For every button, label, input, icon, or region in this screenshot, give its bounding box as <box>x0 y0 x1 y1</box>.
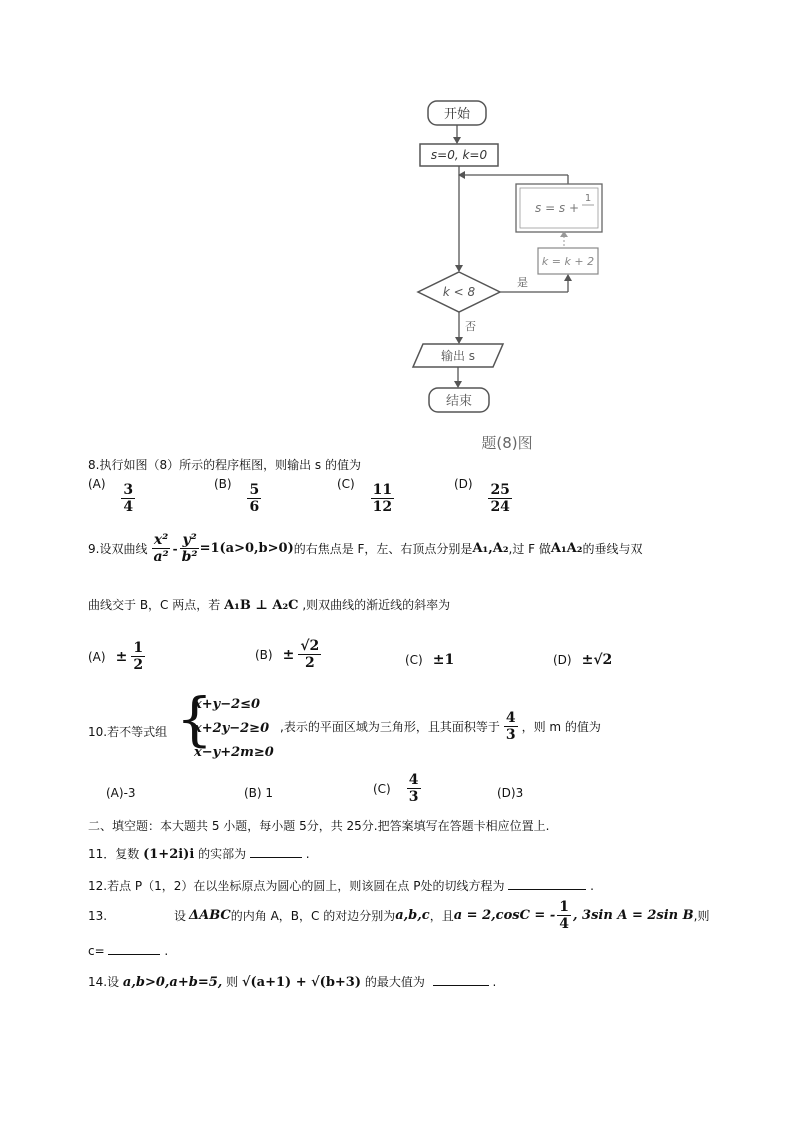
text-q13-suffix: ,则 <box>693 909 710 924</box>
text-q11-prefix: 11．复数 <box>88 847 140 861</box>
text-q9-a1a2: A₁,A₂ <box>472 541 509 557</box>
flowchart-no-label: 否 <box>465 320 476 333</box>
text-q14-mid: 则 <box>226 975 239 989</box>
text-q8-options-3-num: 25 <box>490 482 510 498</box>
text-q9-text2: ,过 F 做 <box>508 542 551 557</box>
text-q9-optB_label: (B) <box>255 647 273 662</box>
text-q9-prefix: 9.设双曲线 <box>88 542 148 557</box>
q9-option-a <box>88 640 145 673</box>
text-q14-end: . <box>492 975 497 989</box>
q14-answer-blank[interactable] <box>433 973 489 986</box>
text-q14-suffix: 的最大值为 <box>364 975 425 989</box>
text-q8-options-1-den: 6 <box>249 499 260 516</box>
text-q13-cond1: a = 2,cosC = - <box>453 908 556 924</box>
text-q9-text1: 的右焦点是 F，左、右顶点分别是 <box>293 542 473 557</box>
text-q9-cond: A₁B ⊥ A₂C <box>224 598 299 613</box>
q9-option-b <box>255 638 321 671</box>
q13-answer-blank[interactable] <box>108 942 160 955</box>
text-q13-line2: c= <box>88 944 105 958</box>
text-q8-options-2-num: 11 <box>372 482 393 498</box>
text-q9-optB_pm: ± <box>282 646 295 663</box>
text-q14-cond: a,b>0,a+b=5, <box>122 975 223 990</box>
text-q10-optC_num: 4 <box>408 772 419 788</box>
text-q13-cond2: , 3sin A = 2sin B <box>573 908 694 924</box>
text-q9-eq_num1: x² <box>153 532 169 548</box>
text-q10-text: ,表示的平面区域为三角形，且其面积等于 <box>280 720 500 735</box>
text-q8-options-3-den: 24 <box>490 499 510 516</box>
q10-prefix: 10.若不等式组 <box>88 725 168 739</box>
q9-line1 <box>88 532 642 565</box>
q12-answer-blank[interactable] <box>508 877 586 890</box>
q10-inequality-2: x+2y−2≥0 <box>194 721 270 736</box>
q13-number: 13. <box>88 909 108 923</box>
flowchart-end-label: 结束 <box>445 394 473 409</box>
text-q9-optC_val: ±1 <box>432 652 455 668</box>
text-q12-text: 12.若点 P（1，2）在以坐标原点为圆心的圆上，则该圆在点 P处的切线方程为 <box>88 879 505 893</box>
q10-brace: { <box>176 685 213 753</box>
text-q13-frac_den: 4 <box>559 916 569 933</box>
text-q9-eq_num2: y² <box>182 532 197 548</box>
text-q8-options-0-label: (A) <box>88 477 106 492</box>
text-q9-optB_den: 2 <box>304 655 315 672</box>
text-q10-suffix: ，则 m 的值为 <box>521 720 601 735</box>
flowchart-yes-label: 是 <box>517 276 528 289</box>
text-q8-options-0-num: 3 <box>123 482 134 498</box>
q8-stem: 8.执行如图（8）所示的程序框图，则输出 s 的值为 <box>88 458 361 472</box>
text-q9-eq_den2: b² <box>181 549 198 566</box>
q9-line2 <box>88 596 450 613</box>
q11 <box>88 845 310 862</box>
q8-option-d <box>454 477 512 516</box>
text-q10-area_den: 3 <box>505 727 516 744</box>
text-q13-text2: ，且 <box>429 909 454 924</box>
text-q13-frac_num: 1 <box>559 899 569 915</box>
flowchart-caption: 题(8)图 <box>481 434 533 452</box>
q10-stem <box>280 710 601 743</box>
q10-inequality-3: x−y+2m≥0 <box>194 745 274 760</box>
q10-option-d: (D)3 <box>497 786 524 800</box>
text-q14-prefix: 14.设 <box>88 975 120 989</box>
text-q8-options-0-den: 4 <box>123 499 134 516</box>
flowchart-init-label: s=0, k=0 <box>430 148 488 162</box>
flowchart <box>405 95 605 455</box>
text-q9-a1a2b: A₁A₂ <box>550 541 583 557</box>
text-q9-optB_num: √2 <box>300 638 320 654</box>
text-q10-optC_label: (C) <box>373 781 391 796</box>
q14 <box>88 973 496 990</box>
q10-system <box>194 693 274 765</box>
text-q9-minus: - <box>172 541 178 556</box>
q13-line2 <box>88 942 168 958</box>
flowchart-condition-label: k < 8 <box>442 285 476 299</box>
flowchart-update-s-fraction: 1 <box>584 193 592 204</box>
q10-option-a: (A)-3 <box>106 786 136 800</box>
q10-inequality-1: x+y−2≤0 <box>194 697 261 712</box>
text-q9-optA_den: 2 <box>133 657 144 674</box>
text-q13-text1: 的内角 A，B，C 的对边分别为 <box>230 909 396 924</box>
flowchart-update-s-label: s = s + <box>535 201 580 215</box>
text-q8-options-1-num: 5 <box>249 482 260 498</box>
text-q9-optA_num: 1 <box>133 640 144 656</box>
flowchart-output-label: 输出 s <box>440 349 476 363</box>
text-q9-eq_den1: a² <box>153 549 169 566</box>
text-q12-end: . <box>590 879 594 893</box>
q12 <box>88 877 594 894</box>
text-q9-line2a: 曲线交于 B，C 两点，若 <box>88 598 221 612</box>
text-q9-optA_pm: ± <box>115 648 128 665</box>
text-q9-optD_val: ±√2 <box>581 652 613 668</box>
q8-option-c <box>337 477 394 516</box>
text-q8-options-3-label: (D) <box>454 477 473 492</box>
q9-option-d <box>553 652 612 668</box>
text-q9-line2b: ,则双曲线的渐近线的斜率为 <box>302 598 451 612</box>
text-q14-expr: √(a+1) + √(b+3) <box>241 975 361 990</box>
flowchart-start-label: 开始 <box>443 107 471 122</box>
text-q13-tri: ΔABC <box>189 908 231 924</box>
text-q9-optC_label: (C) <box>405 653 423 667</box>
q10-option-c <box>373 772 421 805</box>
text-q9-text3: 的垂线与双 <box>582 542 643 557</box>
text-q13-abc: a,b,c <box>395 908 430 924</box>
text-q8-options-2-den: 12 <box>372 499 393 516</box>
q10-option-b: (B) 1 <box>244 786 274 800</box>
q8-option-b <box>214 477 261 516</box>
text-q9-optA_label: (A) <box>88 649 106 664</box>
q9-option-c <box>405 652 454 668</box>
text-q9-eq_rest: =1(a>0,b>0) <box>199 541 294 557</box>
text-q11-expr: (1+2i)i <box>143 847 195 862</box>
q8-option-a <box>88 477 135 516</box>
flowchart-update-k-label: k = k + 2 <box>541 255 595 268</box>
section-2-heading: 二、填空题：本大题共 5 小题，每小题 5分，共 25分.把答案填写在答题卡相应位置上. <box>88 819 550 833</box>
q11-answer-blank[interactable] <box>250 845 302 858</box>
text-q8-options-2-label: (C) <box>337 477 355 492</box>
text-q10-optC_den: 3 <box>408 789 419 806</box>
text-q11-end: . <box>305 847 310 861</box>
q13-stem <box>174 899 709 932</box>
text-q8-options-1-label: (B) <box>214 477 232 492</box>
text-q10-area_num: 4 <box>505 710 516 726</box>
text-q13-end: . <box>164 944 169 958</box>
text-q13-prefix: 设 <box>174 909 187 924</box>
text-q11-suffix: 的实部为 <box>198 847 247 861</box>
text-q9-optD_label: (D) <box>553 653 572 667</box>
